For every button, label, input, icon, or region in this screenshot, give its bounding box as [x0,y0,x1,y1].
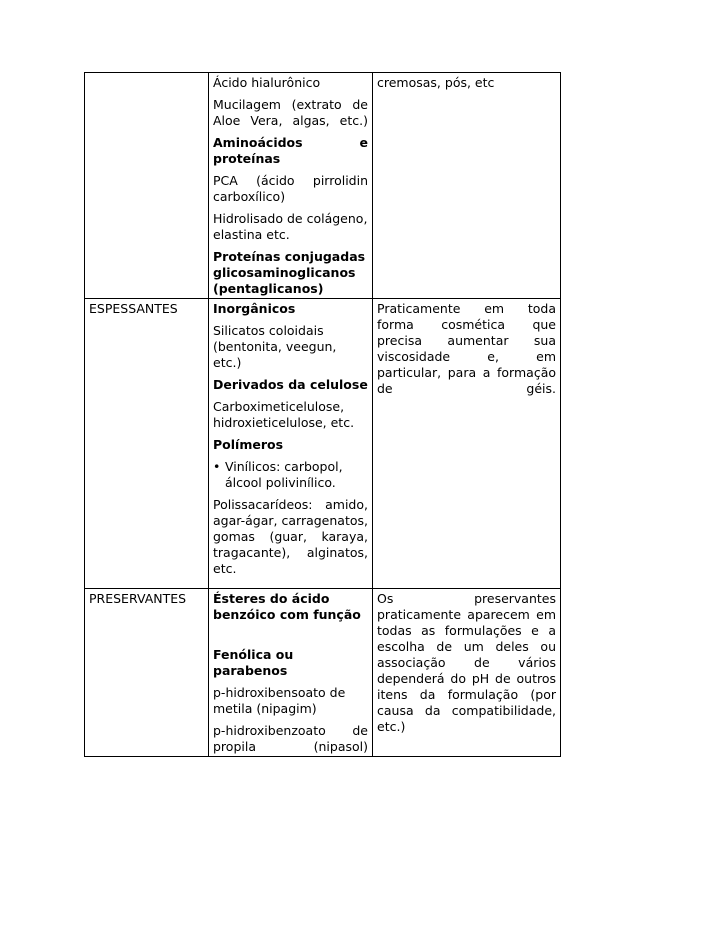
description-cell [373,589,561,757]
ingredients-table [84,72,561,757]
ingredient-heading: Polímeros [213,437,284,452]
description-text: Praticamente em toda forma cosmética que precisa aumentar sua viscosidade e, em particular, para a formação de géis. [377,301,556,396]
description-cell [373,299,561,589]
ingredient-item: Hidrolisado de colágeno, elastina etc. [213,211,368,242]
ingredient-heading: Inorgânicos [213,301,296,316]
ingredient-heading: Proteínas conjugadas glicosaminoglicanos (pentaglicanos) [213,249,366,296]
ingredient-heading: Aminoácidos e proteínas [213,135,368,166]
list-item: • Vinílicos: carbopol, álcool polivinílico. [225,459,368,491]
category-cell [85,73,209,299]
ingredient-heading: Ésteres do ácido benzóico com função [213,591,361,622]
ingredient-item: PCA (ácido pirrolidin carboxílico) [213,173,368,204]
description-cell [373,73,561,299]
category-cell [85,589,209,757]
ingredient-item: Ácido hialurônico [213,75,321,90]
ingredient-cell [209,299,373,589]
ingredient-cell [209,589,373,757]
description-text: cremosas, pós, etc [377,75,495,90]
table-row [85,299,561,589]
category-label: ESPESSANTES [89,301,178,316]
category-label: PRESERVANTES [89,591,187,606]
ingredient-heading: Derivados da celulose [213,377,368,392]
ingredient-item: p-hidroxibensoato de metila (nipagim) [213,685,346,716]
bullet-list [213,459,368,491]
category-cell [85,299,209,589]
ingredient-item: p-hidroxibenzoato de propila (nipasol) [213,723,368,754]
spacer [213,629,368,647]
ingredient-item: Polissacarídeos: amido, agar-ágar, carragenatos, gomas (guar, karaya, tragacante), alginatos, etc. [213,497,368,576]
ingredient-item: Carboximeticelulose, hidroxieticelulose, etc. [213,399,355,430]
ingredient-item: Mucilagem (extrato de Aloe Vera, algas, etc.) [213,97,368,128]
description-text: Os preservantes praticamente aparecem em todas as formulações e a escolha de um deles ou associação de vários dependerá do pH de outros itens da formulação (por causa da compatibilidade, etc.) [377,591,556,734]
ingredient-heading: Fenólica ou parabenos [213,647,294,678]
ingredient-item: Silicatos coloidais (bentonita, veegun, etc.) [213,323,337,370]
table-row [85,73,561,299]
table-row [85,589,561,757]
ingredient-cell [209,73,373,299]
